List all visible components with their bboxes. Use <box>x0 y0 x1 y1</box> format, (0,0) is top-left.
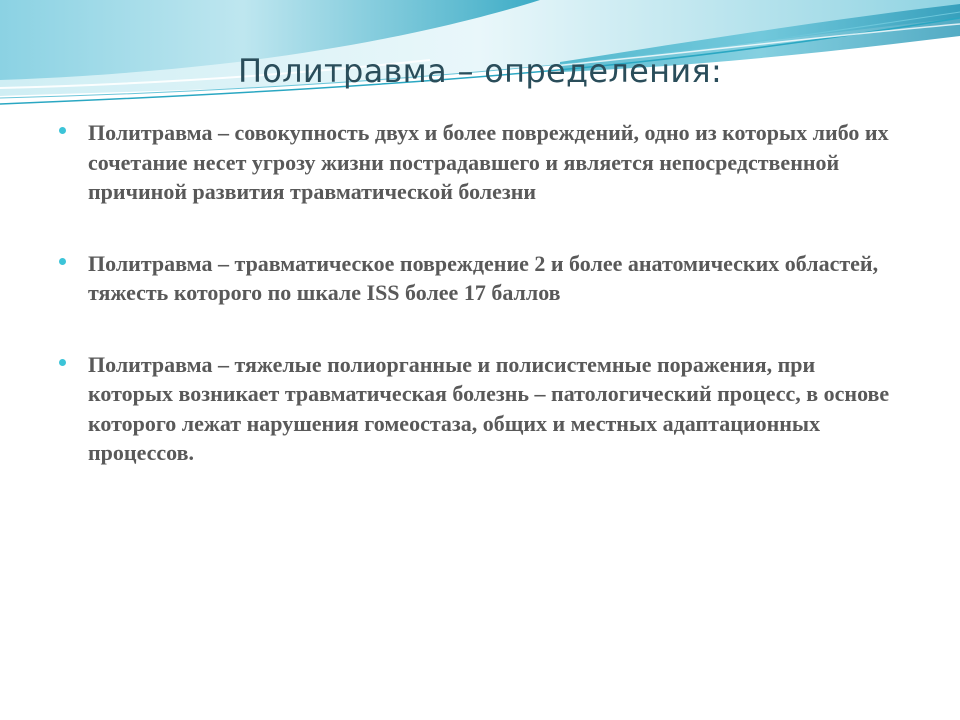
bullet-text: Политравма – травматическое повреждение 2 и более анатомических областей, тяжесть которого по шкале ISS более 17 баллов <box>88 250 879 305</box>
list-item <box>55 118 905 207</box>
slide-title: Политравма – определения: <box>237 52 723 90</box>
bullet-dot-icon <box>59 258 66 265</box>
bullet-list <box>55 118 905 510</box>
bullet-text: Политравма – тяжелые полиорганные и полисистемные поражения, при которых возникает травматическая болезнь – патологический процесс, в основе которого лежат нарушения гомеостаза, общих и местных адаптационных процессов. <box>88 351 890 465</box>
list-item <box>55 249 905 308</box>
bullet-text: Политравма – совокупность двух и более повреждений, одно из которых либо их сочетание несет угрозу жизни пострадавшего и является непосредственной причиной развития травматической болезни <box>88 120 889 204</box>
bullet-dot-icon <box>59 127 66 134</box>
list-item <box>55 350 905 468</box>
bullet-dot-icon <box>59 359 66 366</box>
